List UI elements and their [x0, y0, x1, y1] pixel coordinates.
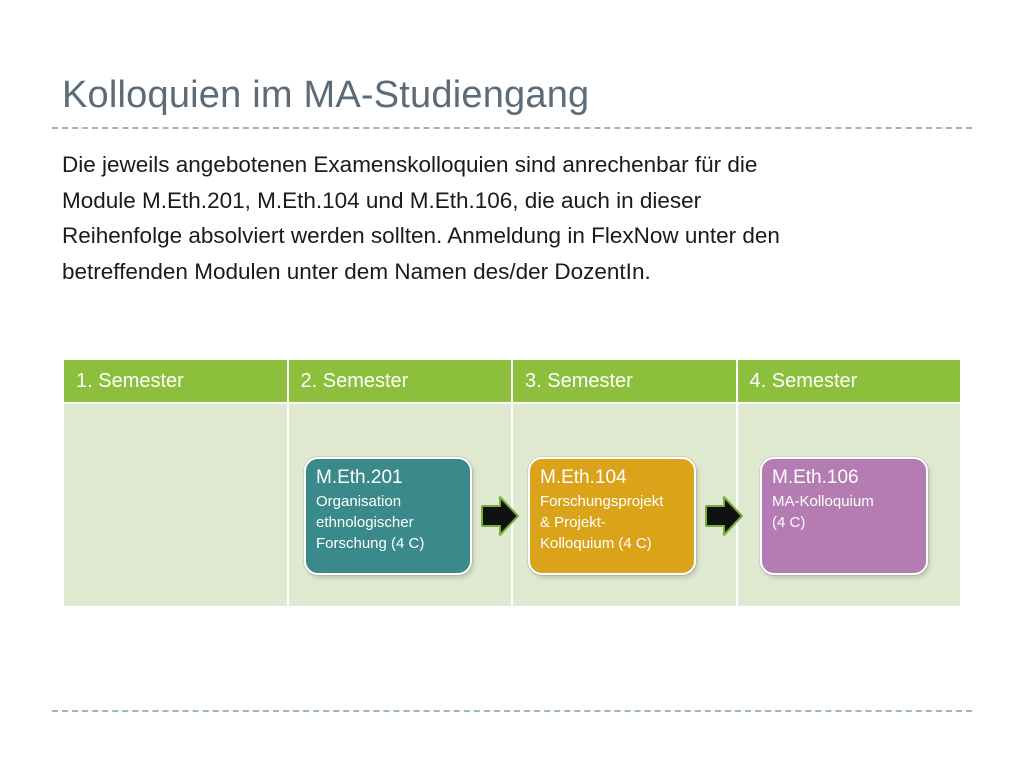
- module-code: M.Eth.106: [772, 467, 859, 488]
- header-semester-2: 2. Semester: [289, 360, 514, 402]
- module-m-eth-104: [528, 457, 696, 575]
- module-desc-line: (4 C): [772, 514, 806, 531]
- module-desc-line: Forschungsprojekt: [540, 493, 664, 510]
- header-semester-4: 4. Semester: [738, 360, 961, 402]
- module-desc-line: Kolloquium (4 C): [540, 535, 652, 552]
- body-line-3: Reihenfolge absolviert werden sollten. Anmeldung in FlexNow unter den: [62, 223, 780, 248]
- right-arrow-icon: [704, 496, 744, 536]
- module-desc-line: Forschung (4 C): [316, 535, 425, 552]
- module-code: M.Eth.201: [316, 467, 403, 488]
- module-code: M.Eth.104: [540, 467, 627, 488]
- module-desc-line: MA-Kolloquium: [772, 493, 874, 510]
- header-semester-3: 3. Semester: [513, 360, 738, 402]
- body-line-4: betreffenden Modulen unter dem Namen des/der DozentIn.: [62, 258, 651, 284]
- header-semester-1: 1. Semester: [64, 360, 289, 402]
- module-description: [772, 491, 926, 533]
- cell-semester-1: [64, 404, 289, 606]
- body-line-1: Die jeweils angebotenen Examenskolloquien sind anrechenbar für die: [62, 152, 758, 177]
- top-divider: [52, 127, 972, 129]
- body-line-2: Module M.Eth.201, M.Eth.104 und M.Eth.106, die auch in dieser: [62, 187, 702, 213]
- body-text: [62, 147, 962, 289]
- module-description: [316, 491, 470, 554]
- bottom-divider: [52, 710, 972, 712]
- module-desc-line: Organisation: [316, 493, 402, 510]
- module-desc-line: & Projekt-: [540, 514, 606, 531]
- module-m-eth-201: [304, 457, 472, 575]
- table-header-row: [64, 360, 960, 402]
- module-description: [540, 491, 694, 554]
- slide-title: Kolloquien im MA-Studiengang: [62, 74, 590, 116]
- module-desc-line: ethnologischer: [316, 514, 414, 531]
- right-arrow-icon: [480, 496, 520, 536]
- module-m-eth-106: [760, 457, 928, 575]
